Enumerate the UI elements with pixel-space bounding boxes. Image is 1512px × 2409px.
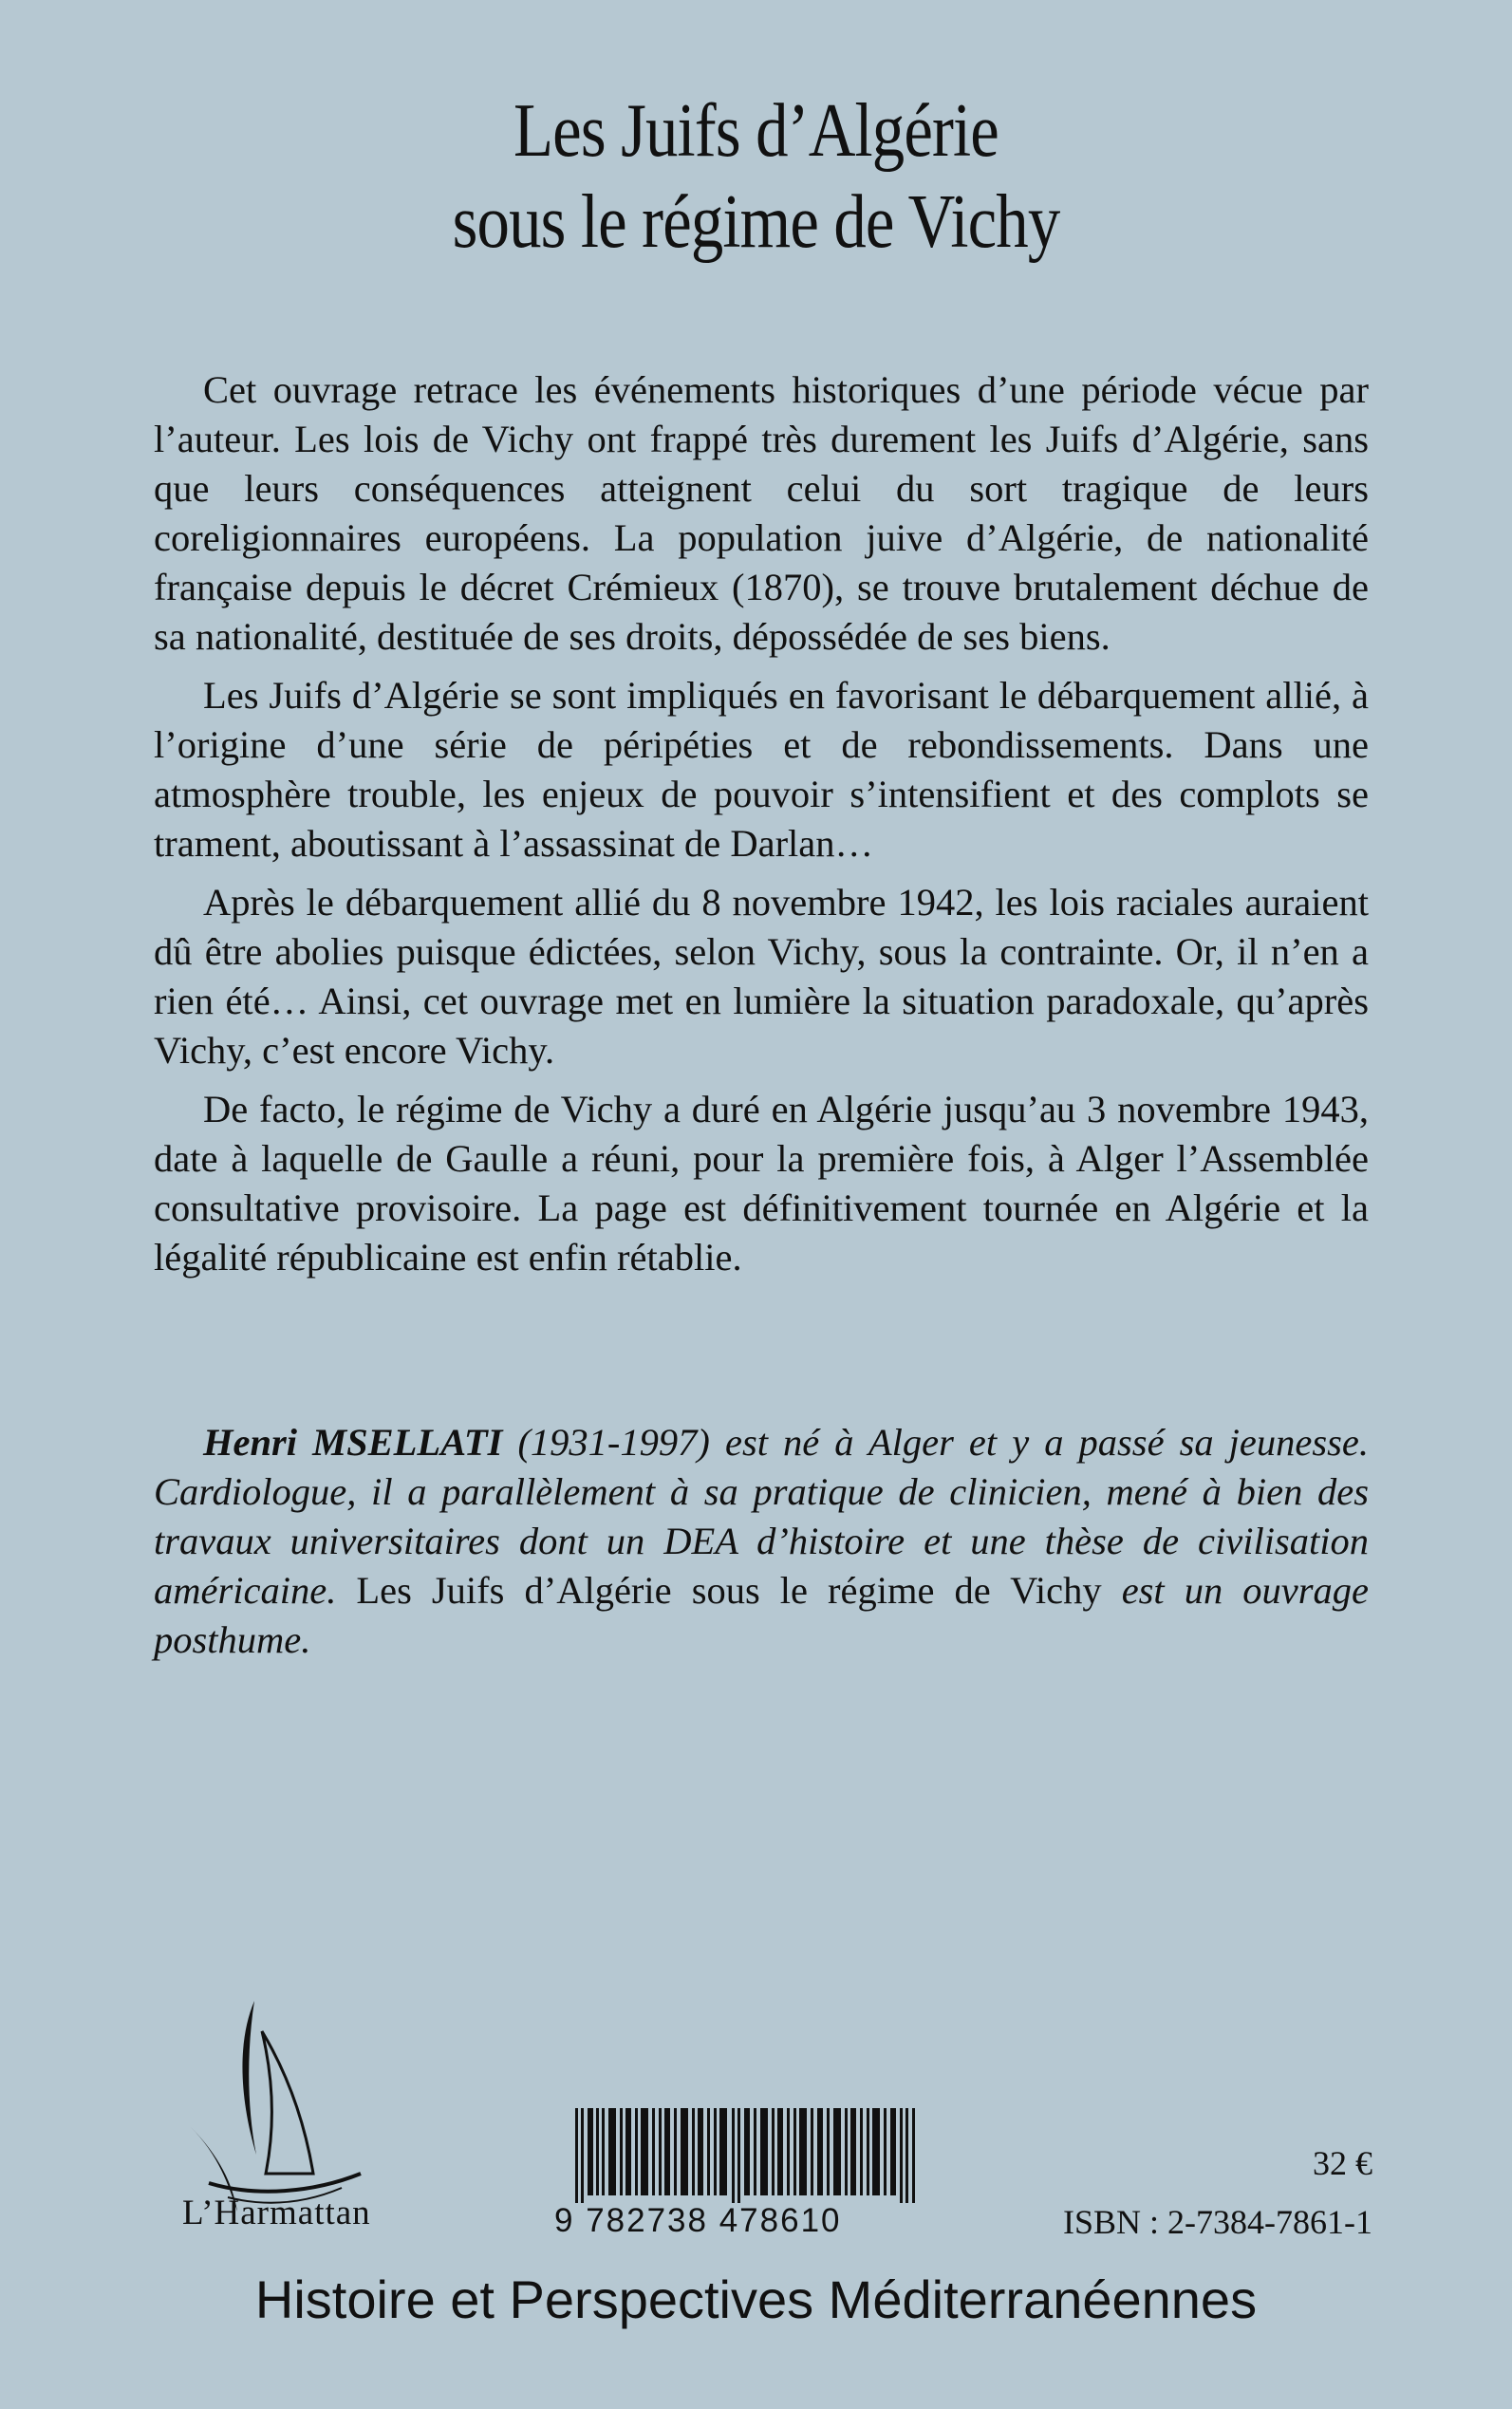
price: 32 €: [1313, 2144, 1372, 2182]
summary-paragraph: Cet ouvrage retrace les événements historiques d’une période vécue par l’auteur. Les lois de Vichy ont frappé très durement les Juifs d’Algérie, sans que leurs conséquences atteignent celui du sort tragique de leurs coreligionnaires européens. La population juive d’Algérie, de nationalité française depuis le décret Crémieux (1870), se trouve brutalement déchue de sa nationalité, destituée de ses droits, dépossédée de ses biens.: [154, 368, 1369, 658]
title-line-2: sous le régime de Vichy: [452, 180, 1060, 264]
back-cover-summary: [154, 365, 1369, 1292]
bio-book-title: Les Juifs d’Algérie sous le régime de Vichy: [336, 1569, 1102, 1612]
book-title: [0, 85, 1512, 268]
author-name: Henri MSELLATI: [203, 1421, 503, 1464]
author-bio: [154, 1418, 1369, 1665]
summary-paragraph: Les Juifs d’Algérie se sont impliqués en favorisant le débarquement allié, à l’origine d’une série de péripéties et de rebondissements. Dans une atmosphère trouble, les enjeux de pouvoir s’intensifient et des complots se trament, aboutissant à l’assassinat de Darlan…: [154, 674, 1369, 865]
summary-paragraph: De facto, le régime de Vichy a duré en Algérie jusqu’au 3 novembre 1943, date à laquelle de Gaulle a réuni, pour la première fois, à Alger l’Assemblée consultative provisoire. La page est définitivement tournée en Algérie et la légalité républicaine est enfin rétablie.: [154, 1088, 1369, 1279]
bio-text-1: (1931-1997) est né à Alger et y a passé sa jeunesse. Cardiologue, il a parallèlement à sa pratique de clinicien, mené à bien des travaux universitaires dont un DEA d’histoire et une thèse de civilisation américaine.: [154, 1421, 1369, 1612]
series-title: Histoire et Perspectives Méditerranéennes: [254, 2269, 1258, 2329]
publisher-name: L’Harmattan: [182, 2194, 371, 2232]
barcode: [575, 2108, 917, 2203]
isbn: ISBN : 2-7384-7861-1: [1063, 2203, 1372, 2241]
title-line-1: Les Juifs d’Algérie: [513, 89, 999, 173]
bio-text-2: est un ouvrage posthume.: [154, 1569, 1369, 1661]
summary-paragraph: Après le débarquement allié du 8 novembre 1942, les lois raciales auraient dû être abolies puisque édictées, selon Vichy, sous la contrainte. Or, il n’en a rien été… Ainsi, cet ouvrage met en lumière la situation paradoxale, qu’après Vichy, c’est encore Vichy.: [154, 881, 1369, 1072]
barcode-digits: 9 782738 478610: [554, 2202, 842, 2239]
